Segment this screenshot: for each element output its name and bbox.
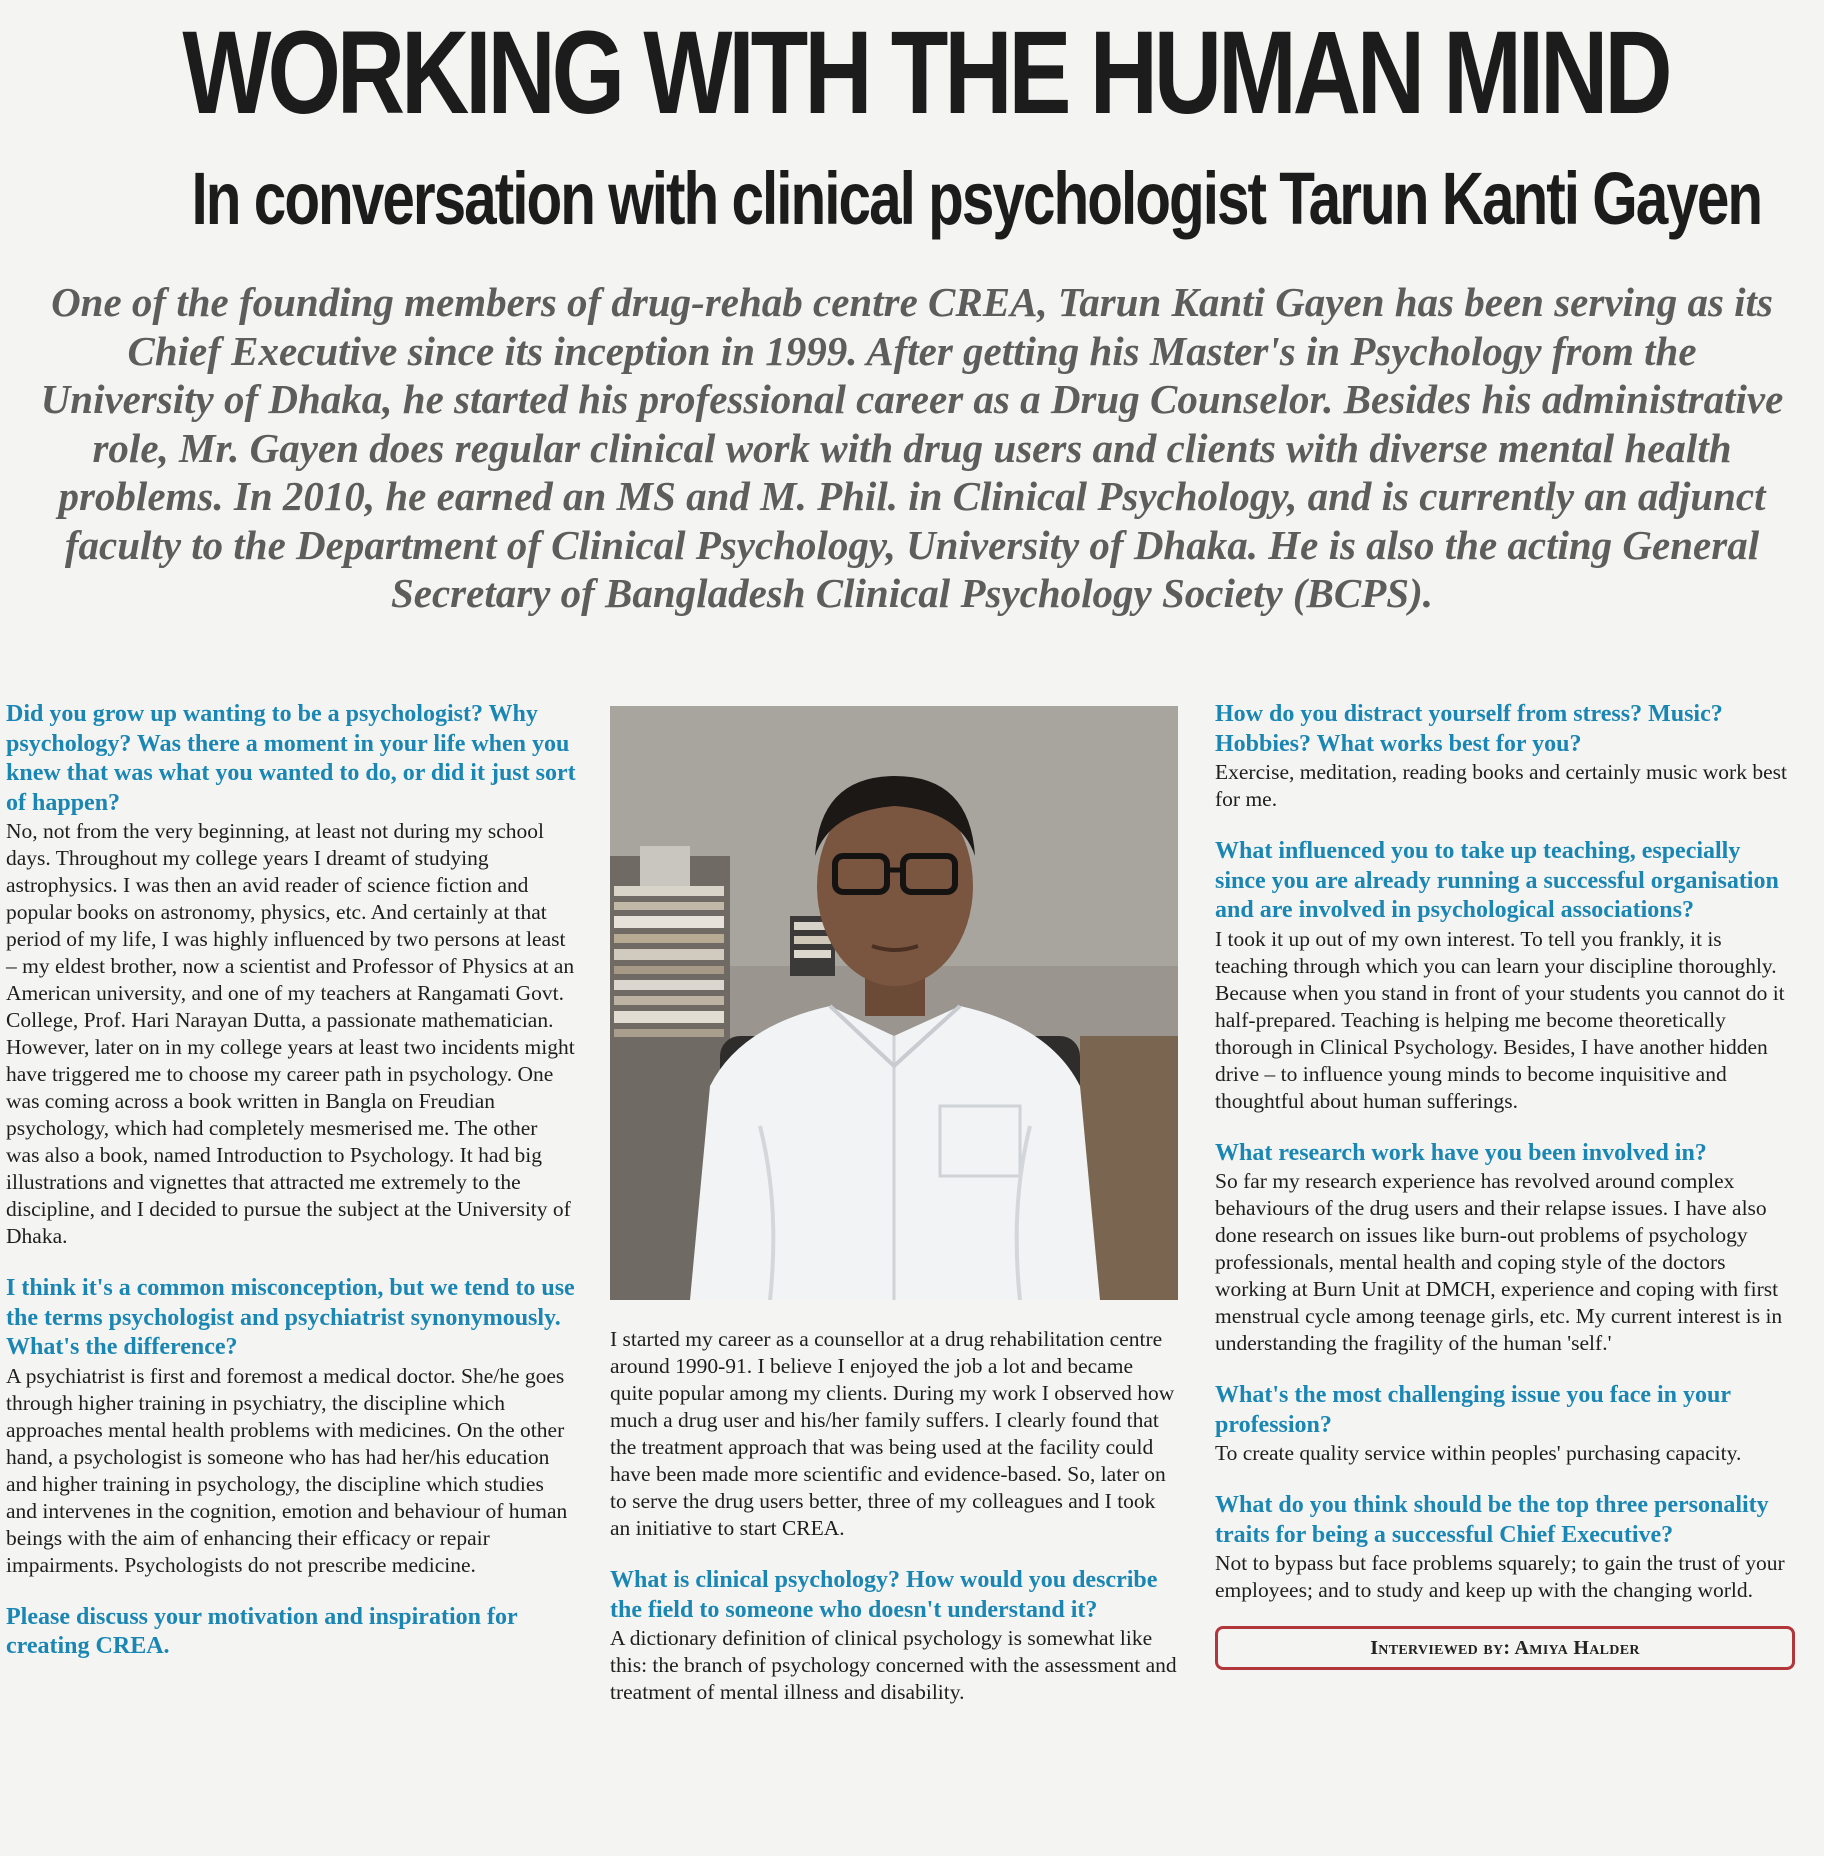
headline: WORKING WITH THE HUMAN MIND — [182, 7, 1669, 139]
intro-paragraph: One of the founding members of drug-rehab centre CREA, Tarun Kanti Gayen has been serving as its Chief Executive since its inception in 1999. After getting his Master's in Psychology from the University of Dhaka, he started his professional career as a Drug Counselor. Besides his administrative role, Mr. Gayen does regular clinical work with drug users and clients with diverse mental health problems. In 2010, he earned an MS and M. Phil. in Clinical Psychology, and is currently an adjunct faculty to the Department of Clinical Psychology, University of Dhaka. He is also the acting General Secretary of Bangladesh Clinical Psychology Society (BCPS). — [40, 279, 1784, 616]
portrait-photo — [610, 706, 1178, 1300]
column-left — [6, 700, 576, 1662]
answer-text: No, not from the very beginning, at least not during my school days. Throughout my college years I dreamt of studying astrophysics. I was then an avid reader of science fiction and popular books on astronomy, physics, etc. And certainly at that period of my life, I was highly influenced by two persons at least – my eldest brother, now a scientist and Professor of Physics at an American university, and one of my teachers at Rangamati Govt. College, Prof. Hari Narayan Dutta, a passionate mathematician. However, later on in my college years at least two incidents might have triggered me to choose my career path in psychology. One was coming across a book written in Bangla on Freudian psychology, which had completely mesmerised me. The other was also a book, named Introduction to Psychology. It had big illustrations and vignettes that attracted me extremely to the discipline, and I decided to pursue the subject at the University of Dhaka. — [6, 819, 575, 1248]
question-heading: What do you think should be the top three personality traits for being a successful Chief Executive? — [1215, 1492, 1769, 1548]
answer-text: A dictionary definition of clinical psychology is somewhat like this: the branch of psychology concerned with the assessment and treatment of mental illness and disability. — [610, 1626, 1177, 1704]
interviewer-credit: Interviewed by: Amiya Halder — [1215, 1626, 1795, 1670]
question-heading: How do you distract yourself from stress? Music? Hobbies? What works best for you? — [1215, 701, 1723, 757]
question-heading: I think it's a common misconception, but we tend to use the terms psychologist and psychiatrist synonymously. What's the difference? — [6, 1275, 575, 1360]
question-heading: What research work have you been involved in? — [1215, 1139, 1707, 1166]
subheadline: In conversation with clinical psychologist Tarun Kanti Gayen — [191, 157, 1762, 240]
answer-text: Not to bypass but face problems squarely; to gain the trust of your employees; and to study and keep up with the changing world. — [1215, 1551, 1785, 1602]
answer-text: Exercise, meditation, reading books and certainly music work best for me. — [1215, 760, 1787, 811]
answer-text: I took it up out of my own interest. To tell you frankly, it is teaching through which you can learn your discipline thoroughly. Because when you stand in front of your students you cannot do it half-prepared. Teaching is helping me become theoretically thorough in Clinical Psychology. Besides, I have another hidden drive – to influence young minds to become inquisitive and thoughtful about human sufferings. — [1215, 926, 1785, 1113]
portrait-illustration — [610, 706, 1178, 1300]
question-heading: What influenced you to take up teaching, especially since you are already running a successful organisation and are involved in psychological associations? — [1215, 838, 1779, 923]
answer-text: To create quality service within peoples' purchasing capacity. — [1215, 1441, 1742, 1465]
question-heading: What is clinical psychology? How would you describe the field to someone who doesn't understand it? — [610, 1567, 1158, 1623]
answer-text: I started my career as a counsellor at a drug rehabilitation centre around 1990-91. I believe I enjoyed the job a lot and became quite popular among my clients. During my work I observed how much a drug user and his/her family suffers. I clearly found that the treatment approach that was being used at the facility could have been made more scientific and evidence-based. So, later on to serve the drug users better, three of my colleagues and I took an initiative to start CREA. — [610, 1327, 1175, 1540]
question-heading: What's the most challenging issue you face in your profession? — [1215, 1382, 1731, 1438]
question-heading: Please discuss your motivation and inspiration for creating CREA. — [6, 1603, 518, 1659]
answer-text: So far my research experience has revolved around complex behaviours of the drug users and their relapse issues. I have also done research on issues like burn-out problems of psychology professionals, mental health and coping style of the doctors working at Burn Unit at DMCH, experience and coping with first menstrual cycle among teenage girls, etc. My current interest is in understanding the fragility of the human 'self.' — [1215, 1169, 1783, 1355]
column-middle — [610, 700, 1180, 1706]
column-right — [1215, 700, 1795, 1670]
answer-text: A psychiatrist is first and foremost a medical doctor. She/he goes through higher training in psychiatry, the discipline which approaches mental health problems with medicines. On the other hand, a psychologist is someone who has had her/his education and higher training in psychology, the discipline which studies and intervenes in the cognition, emotion and behaviour of human beings with the aim of enhancing their efficacy or repair impairments. Psychologists do not prescribe medicine. — [6, 1363, 568, 1577]
question-heading: Did you grow up wanting to be a psychologist? Why psychology? Was there a moment in your life when you knew that was what you wanted to do, or did it just sort of happen? — [6, 701, 576, 816]
